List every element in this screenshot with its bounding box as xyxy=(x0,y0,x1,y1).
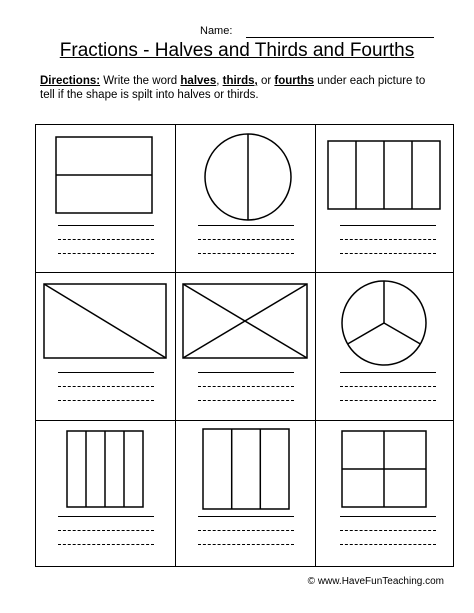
answer-line-dotted xyxy=(198,239,294,240)
name-label: Name: xyxy=(200,25,233,37)
answer-line-dotted xyxy=(58,253,154,254)
circle-halves-icon xyxy=(176,125,314,225)
cell-6 xyxy=(316,273,453,421)
answer-line-solid xyxy=(58,516,154,517)
word-thirds: thirds, xyxy=(222,75,258,87)
answer-lines[interactable] xyxy=(340,372,436,414)
answer-line-solid xyxy=(340,372,436,373)
cell-4 xyxy=(36,273,176,421)
answer-line-dotted xyxy=(340,386,436,387)
directions-text-2: under each picture to tell if the shape is spilt into halves or thirds. xyxy=(40,75,426,101)
cell-8 xyxy=(176,421,316,566)
square-fourths-vertical-icon xyxy=(36,421,174,521)
answer-line-dotted xyxy=(340,544,436,545)
answer-line-solid xyxy=(198,225,294,226)
directions xyxy=(40,74,440,102)
circle-thirds-icon xyxy=(316,273,452,373)
answer-line-dotted xyxy=(340,239,436,240)
word-halves: halves xyxy=(180,75,217,87)
answer-line-dotted xyxy=(58,386,154,387)
rectangle-fourths-vertical-icon xyxy=(316,125,452,225)
cell-2 xyxy=(176,125,316,273)
rectangle-x-fourths-icon xyxy=(176,273,314,373)
word-fourths: fourths xyxy=(274,75,314,87)
answer-line-dotted xyxy=(58,239,154,240)
cell-7 xyxy=(36,421,176,566)
directions-text-1: Write the word xyxy=(100,75,181,87)
answer-line-dotted xyxy=(340,400,436,401)
answer-lines[interactable] xyxy=(340,225,436,267)
rectangle-diagonal-halves-icon xyxy=(36,273,174,373)
answer-line-solid xyxy=(58,225,154,226)
name-row xyxy=(200,24,440,40)
copyright-footer: © www.HaveFunTeaching.com xyxy=(307,576,444,587)
answer-lines[interactable] xyxy=(198,372,294,414)
name-field[interactable] xyxy=(246,37,434,38)
square-thirds-vertical-icon xyxy=(176,421,314,521)
cell-5 xyxy=(176,273,316,421)
answer-line-dotted xyxy=(340,253,436,254)
answer-lines[interactable] xyxy=(198,225,294,267)
answer-line-dotted xyxy=(198,400,294,401)
answer-line-dotted xyxy=(198,530,294,531)
worksheet-grid xyxy=(35,124,454,567)
cell-9 xyxy=(316,421,453,566)
answer-lines[interactable] xyxy=(198,516,294,558)
answer-lines[interactable] xyxy=(58,372,154,414)
answer-line-solid xyxy=(340,225,436,226)
page-title: Fractions - Halves and Thirds and Fourths xyxy=(59,40,415,61)
answer-line-solid xyxy=(198,516,294,517)
answer-lines[interactable] xyxy=(58,225,154,267)
answer-line-solid xyxy=(198,372,294,373)
answer-line-dotted xyxy=(198,386,294,387)
answer-line-dotted xyxy=(58,544,154,545)
answer-line-dotted xyxy=(58,530,154,531)
cell-1 xyxy=(36,125,176,273)
answer-line-dotted xyxy=(58,400,154,401)
answer-line-solid xyxy=(58,372,154,373)
answer-lines[interactable] xyxy=(58,516,154,558)
directions-sep-2: or xyxy=(257,75,275,87)
answer-line-dotted xyxy=(340,530,436,531)
cell-3 xyxy=(316,125,453,273)
answer-line-dotted xyxy=(198,253,294,254)
square-fourths-grid-icon xyxy=(316,421,452,521)
answer-lines[interactable] xyxy=(340,516,436,558)
directions-label: Directions: xyxy=(40,75,101,87)
rectangle-halves-horizontal-icon xyxy=(36,125,174,225)
directions-sep-1: , xyxy=(216,75,223,87)
answer-line-solid xyxy=(340,516,436,517)
answer-line-dotted xyxy=(198,544,294,545)
